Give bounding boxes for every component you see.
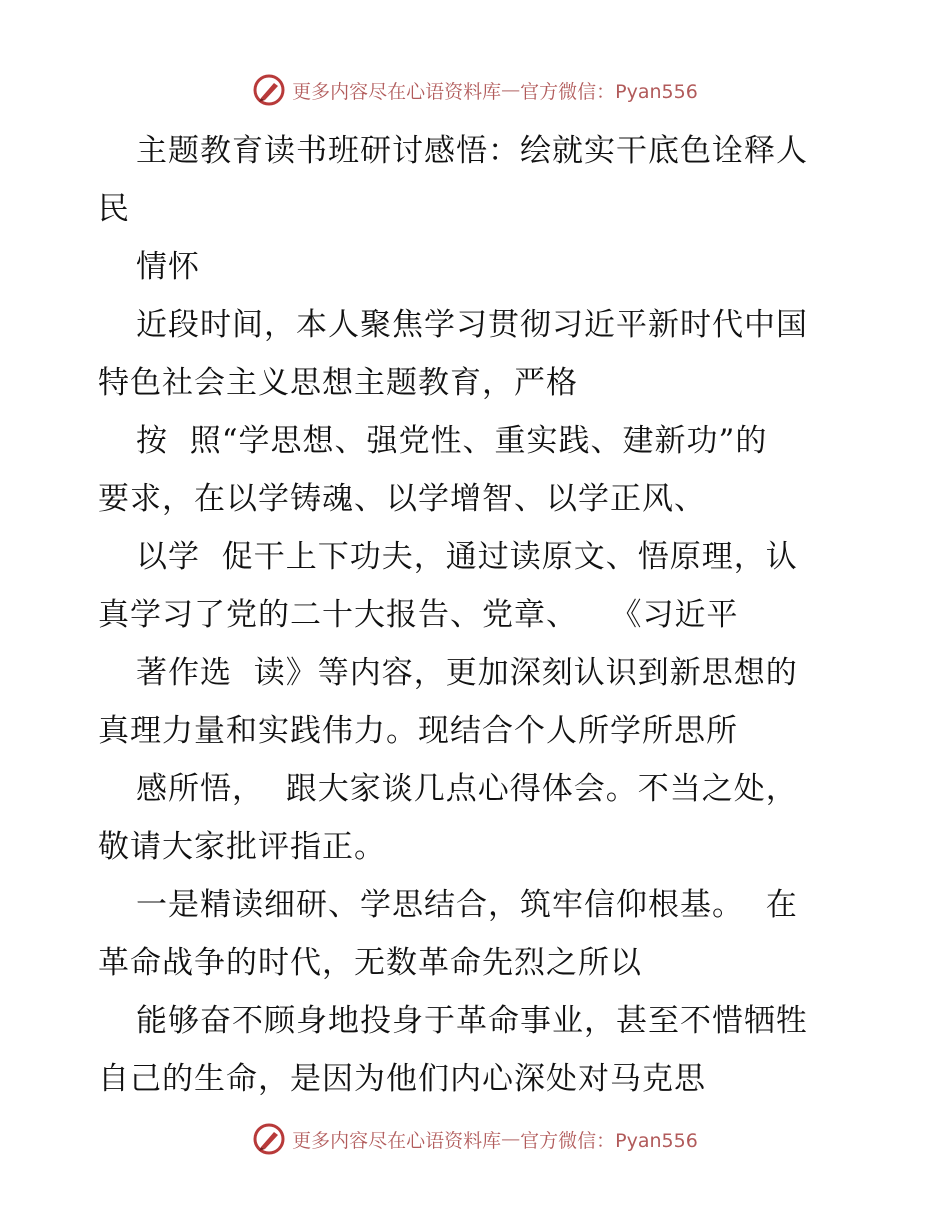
text-line: 以学 促干上下功夫，通过读原文、悟原理，认	[136, 539, 798, 575]
banner-separator: —	[501, 79, 521, 101]
text-line: 按 照“学思想、强党性、重实践、建新功”的	[136, 423, 768, 459]
pen-logo-icon	[252, 1122, 286, 1156]
banner-site-text: 更多内容尽在心语资料库	[292, 1129, 502, 1152]
text-line: 著作选 读》等内容，更加深刻认识到新思想的	[136, 655, 798, 691]
text-line: 感所悟， 跟大家谈几点心得体会。不当之处，	[136, 771, 798, 807]
banner-separator: —	[501, 1128, 521, 1150]
text-line: 真学习了党的二十大报告、党章、 《习近平	[98, 597, 739, 633]
banner-wechat-text: 官方微信：Pyan556	[520, 1129, 698, 1152]
text-line: 一是精读细研、学思结合，筑牢信仰根基。 在	[136, 887, 798, 923]
document-body	[98, 122, 908, 1108]
text-line: 敬请大家批评指正。	[98, 829, 386, 865]
banner-wechat-text: 官方微信：Pyan556	[520, 80, 698, 103]
text-line: 要求，在以学铸魂、以学增智、以学正风、	[98, 481, 706, 517]
text-line: 民	[98, 191, 130, 227]
text-line: 能够奋不顾身地投身于革命事业，甚至不惜牺牲	[136, 1003, 808, 1039]
header-banner	[0, 70, 950, 110]
text-line: 革命战争的时代，无数革命先烈之所以	[98, 945, 642, 981]
text-line: 自己的生命，是因为他们内心深处对马克思	[98, 1061, 706, 1097]
text-line: 情怀	[136, 249, 200, 285]
text-line: 近段时间，本人聚焦学习贯彻习近平新时代中国	[136, 307, 808, 343]
text-line: 特色社会主义思想主题教育，严格	[98, 365, 578, 401]
text-line: 真理力量和实践伟力。现结合个人所学所思所	[98, 713, 738, 749]
text-line: 主题教育读书班研讨感悟：绘就实干底色诠释人	[136, 133, 808, 169]
banner-site-text: 更多内容尽在心语资料库	[292, 80, 502, 103]
footer-banner	[0, 1119, 950, 1159]
pen-logo-icon	[252, 73, 286, 107]
